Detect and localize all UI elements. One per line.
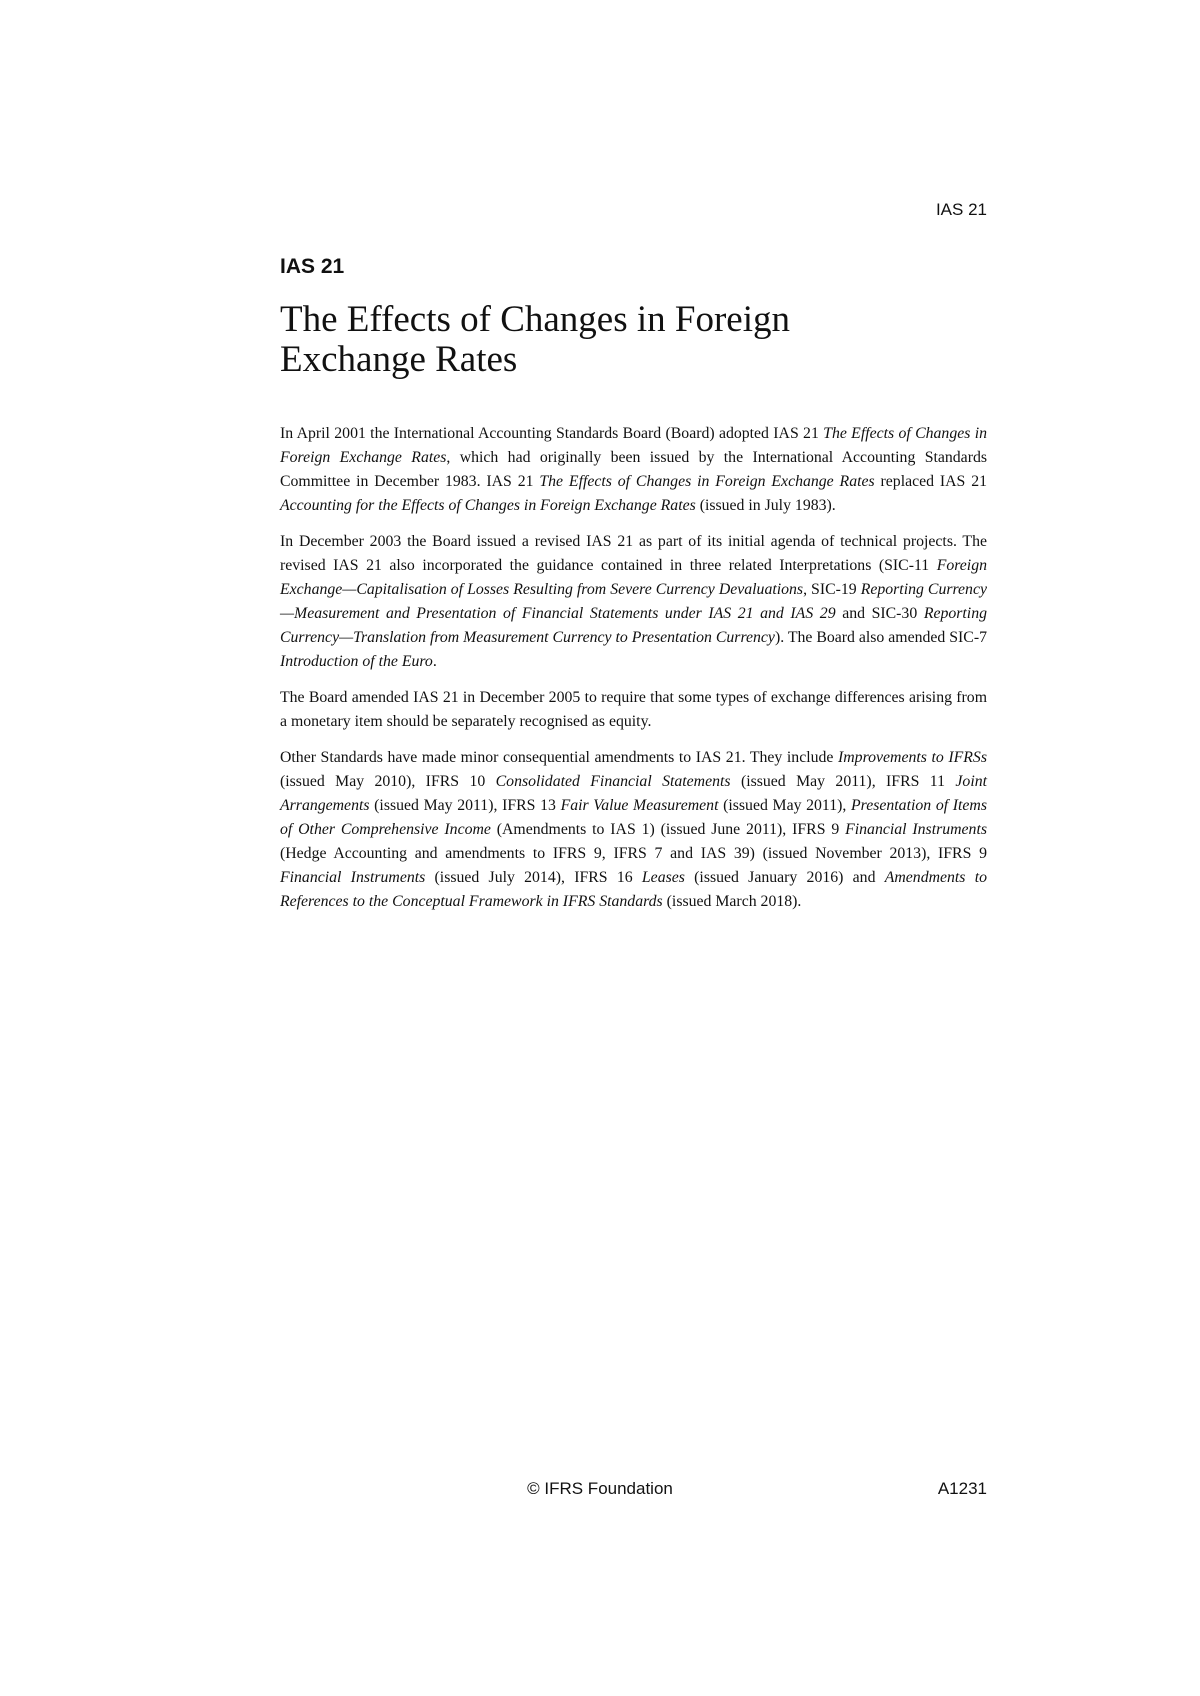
text-run: (issued July 2014), IFRS 16 xyxy=(425,869,642,886)
text-run: (issued in July 1983). xyxy=(695,497,836,514)
text-run: . xyxy=(432,653,437,670)
body-text xyxy=(280,422,987,926)
page-title-line-1: The Effects of Changes in Foreign xyxy=(280,299,790,340)
footer-page-number: A1231 xyxy=(937,1479,987,1498)
paragraph xyxy=(280,422,987,518)
italic-run: Fair Value Measurement xyxy=(560,797,719,814)
text-run: and SIC-30 xyxy=(835,605,924,622)
text-run: The Board amended IAS 21 in December 2005 to require that some types of exchange differences arising from a monetary item should be separately recognised as equity. xyxy=(280,689,987,730)
text-run: (Hedge Accounting and amendments to IFRS 9, IFRS 7 and IAS 39) (issued November 2013), IFRS 9 xyxy=(280,845,987,862)
italic-run: The Effects of Changes in Foreign Exchange Rates xyxy=(539,473,875,490)
italic-run: The Effects of Changes in Foreign Exchange Rates xyxy=(280,425,987,466)
text-run: (issued March 2018). xyxy=(662,893,802,910)
text-run: (Amendments to IAS 1) (issued June 2011), IFRS 9 xyxy=(490,821,846,838)
paragraph xyxy=(280,746,987,914)
italic-run: Accounting for the Effects of Changes in Foreign Exchange Rates xyxy=(280,497,696,514)
text-run: (issued May 2011), IFRS 11 xyxy=(730,773,956,790)
text-run: , SIC-19 xyxy=(803,581,861,598)
italic-run: Improvements to IFRSs xyxy=(838,749,987,766)
italic-run: Amendments to References to the Conceptual Framework in IFRS Standards xyxy=(280,869,987,910)
text-run: Other Standards have made minor consequential amendments to IAS 21. They include xyxy=(280,749,838,766)
italic-run: Leases xyxy=(641,869,685,886)
text-run: (issued January 2016) and xyxy=(684,869,885,886)
text-run: , which had originally been issued by the International Accounting Standards Committee in December 1983. IAS 21 xyxy=(280,449,987,490)
text-run: ). The Board also amended SIC-7 xyxy=(774,629,987,646)
standard-label: IAS 21 xyxy=(280,255,345,278)
italic-run: Presentation of Items of Other Comprehensive Income xyxy=(280,797,987,838)
italic-run: Joint Arrangements xyxy=(280,773,987,814)
italic-run: Introduction of the Euro xyxy=(280,653,433,670)
text-run: (issued May 2011), IFRS 13 xyxy=(369,797,561,814)
page-title xyxy=(280,300,980,380)
paragraph xyxy=(280,530,987,674)
italic-run: Reporting Currency—Measurement and Presentation of Financial Statements under IAS 21 and IAS 29 xyxy=(280,581,987,622)
italic-run: Consolidated Financial Statements xyxy=(495,773,731,790)
italic-run: Financial Instruments xyxy=(280,869,426,886)
text-run: (issued May 2010), IFRS 10 xyxy=(280,773,496,790)
text-run: (issued May 2011), xyxy=(718,797,852,814)
text-run: replaced IAS 21 xyxy=(874,473,987,490)
paragraph xyxy=(280,686,987,734)
italic-run: Foreign Exchange—Capitalisation of Losses Resulting from Severe Currency Devaluations xyxy=(280,557,987,598)
italic-run: Financial Instruments xyxy=(845,821,987,838)
page-title-line-2: Exchange Rates xyxy=(280,339,518,380)
italic-run: Reporting Currency—Translation from Measurement Currency to Presentation Currency xyxy=(280,605,987,646)
running-head: IAS 21 xyxy=(935,200,987,219)
text-run: In April 2001 the International Accounting Standards Board (Board) adopted IAS 21 xyxy=(280,425,824,442)
footer-copyright: © IFRS Foundation xyxy=(527,1479,673,1498)
text-run: In December 2003 the Board issued a revised IAS 21 as part of its initial agenda of technical projects. The revised IAS 21 also incorporated the guidance contained in three related Interpretations (SIC-11 xyxy=(280,533,987,574)
